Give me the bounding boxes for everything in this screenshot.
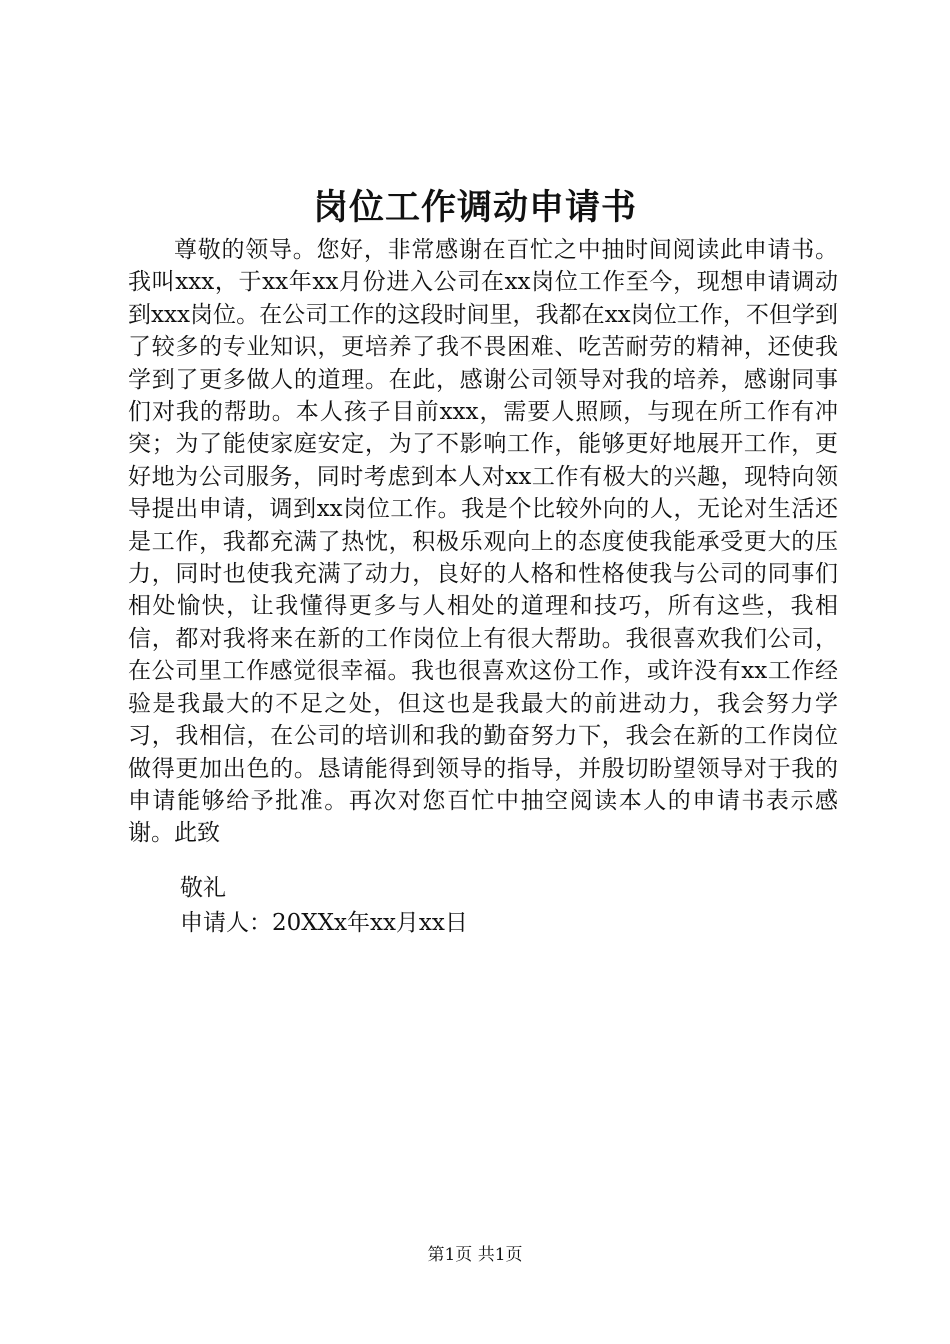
letter-body: 尊敬的领导。您好，非常感谢在百忙之中抽时间阅读此申请书。我叫xxx，于xx年xx月份进入公司在xx岗位工作至今，现想申请调动到xxx岗位。在公司工作的这段时间里，我都在xx岗位工作，不但学到了较多的专业知识，更培养了我不畏困难、吃苦耐劳的精神，还使我学到了更多做人的道理。在此，感谢公司领导对我的培养，感谢同事们对我的帮助。本人孩子目前xxx，需要人照顾，与现在所工作有冲突；为了能使家庭安定，为了不影响工作，能够更好地展开工作，更好地为公司服务，同时考虑到本人对xx工作有极大的兴趣，现特向领导提出申请，调到xx岗位工作。我是个比较外向的人，无论对生活还是工作，我都充满了热忱，积极乐观向上的态度使我能承受更大的压力，同时也使我充满了动力，良好的人格和性格使我与公司的同事们相处愉快，让我懂得更多与人相处的道理和技巧，所有这些，我相信，都对我将来在新的工作岗位上有很大帮助。我很喜欢我们公司，在公司里工作感觉很幸福。我也很喜欢这份工作，或许没有xx工作经验是我最大的不足之处，但这也是我最大的前进动力，我会努力学习，我相信，在公司的培训和我的勤奋努力下，我会在新的工作岗位做得更加出色的。恳请能得到领导的指导，并殷切盼望领导对于我的申请能够给予批准。再次对您百忙中抽空阅读本人的申请书表示感谢。此致 [128,237,838,847]
closing-regards: 敬礼 [180,875,226,901]
signature-line: 申请人：20XXx年xx月xx日 [180,910,468,936]
document-title: 岗位工作调动申请书 [312,187,637,228]
page-footer: 第1页 共1页 [427,1245,523,1265]
